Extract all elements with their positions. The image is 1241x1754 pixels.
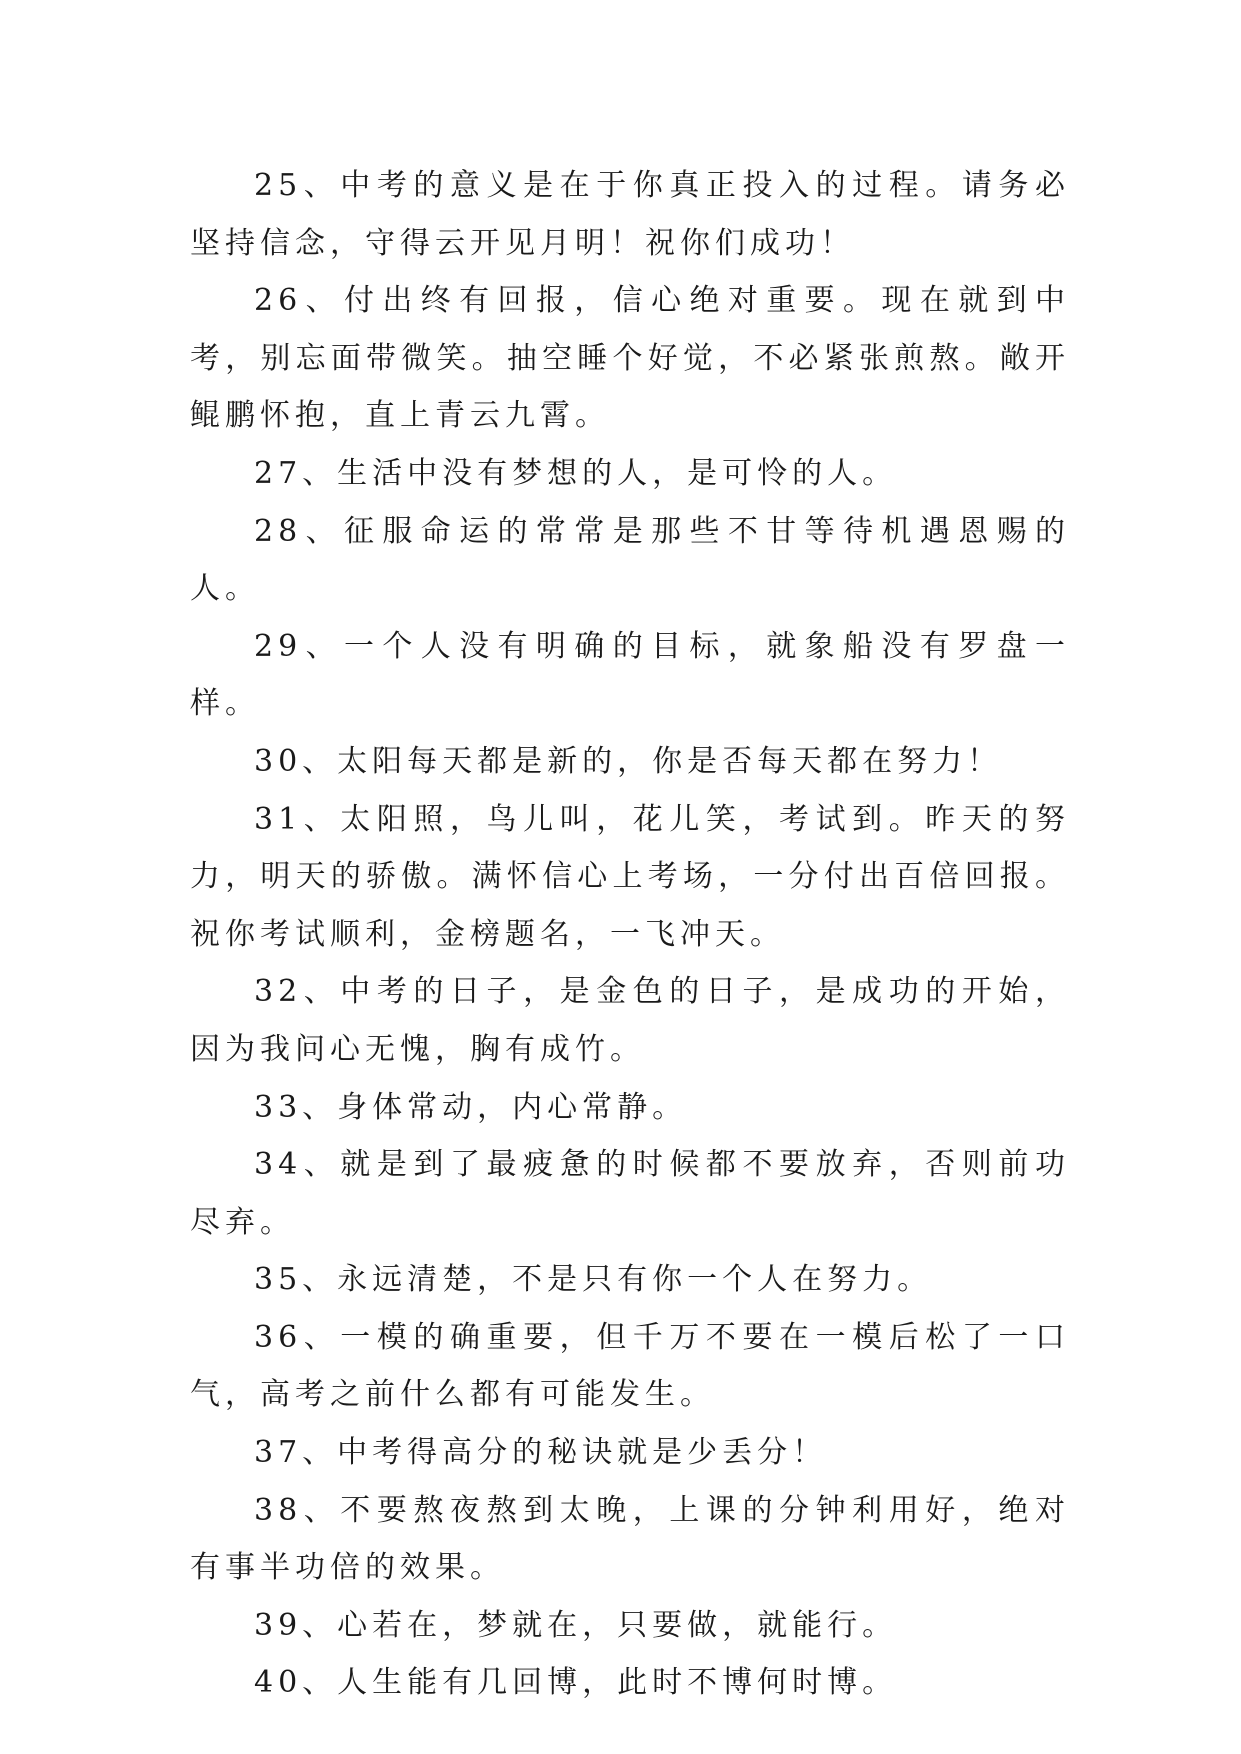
paragraph-30: 30、太阳每天都是新的，你是否每天都在努力！ <box>254 743 1003 779</box>
paragraph-27: 27、生活中没有梦想的人，是可怜的人。 <box>254 455 898 491</box>
document-body <box>190 157 1070 1712</box>
paragraph-25: 25、中考的意义是在于你真正投入的过程。请务必坚持信念，守得云开见月明！祝你们成功！ <box>190 168 1070 261</box>
paragraph-38: 38、不要熬夜熬到太晚，上课的分钟利用好，绝对有事半功倍的效果。 <box>190 1492 1070 1586</box>
paragraph-28: 28、征服命运的常常是那些不甘等待机遇恩赐的人。 <box>190 513 1070 607</box>
paragraph-29: 29、一个人没有明确的目标，就象船没有罗盘一样。 <box>190 628 1070 722</box>
paragraph-34: 34、就是到了最疲惫的时候都不要放弃，否则前功尽弃。 <box>190 1147 1070 1240</box>
paragraph-39: 39、心若在，梦就在，只要做，就能行。 <box>254 1607 898 1643</box>
paragraph-35: 35、永远清楚，不是只有你一个人在努力。 <box>254 1262 933 1298</box>
paragraph-36: 36、一模的确重要，但千万不要在一模后松了一口气，高考之前什么都有可能发生。 <box>190 1319 1070 1413</box>
paragraph-32: 32、中考的日子，是金色的日子，是成功的开始，因为我问心无愧，胸有成竹。 <box>190 974 1070 1067</box>
paragraph-33: 33、身体常动，内心常静。 <box>254 1089 688 1125</box>
paragraph-31: 31、太阳照，鸟儿叫，花儿笑，考试到。昨天的努力，明天的骄傲。满怀信心上考场，一分付出百倍回报。祝你考试顺利，金榜题名，一飞冲天。 <box>190 801 1070 952</box>
paragraph-26: 26、付出终有回报，信心绝对重要。现在就到中考，别忘面带微笑。抽空睡个好觉，不必紧张煎熬。敞开鲲鹏怀抱，直上青云九霄。 <box>190 283 1070 434</box>
paragraph-40: 40、人生能有几回博，此时不博何时博。 <box>254 1665 898 1701</box>
paragraph-37: 37、中考得高分的秘诀就是少丢分！ <box>254 1435 828 1471</box>
